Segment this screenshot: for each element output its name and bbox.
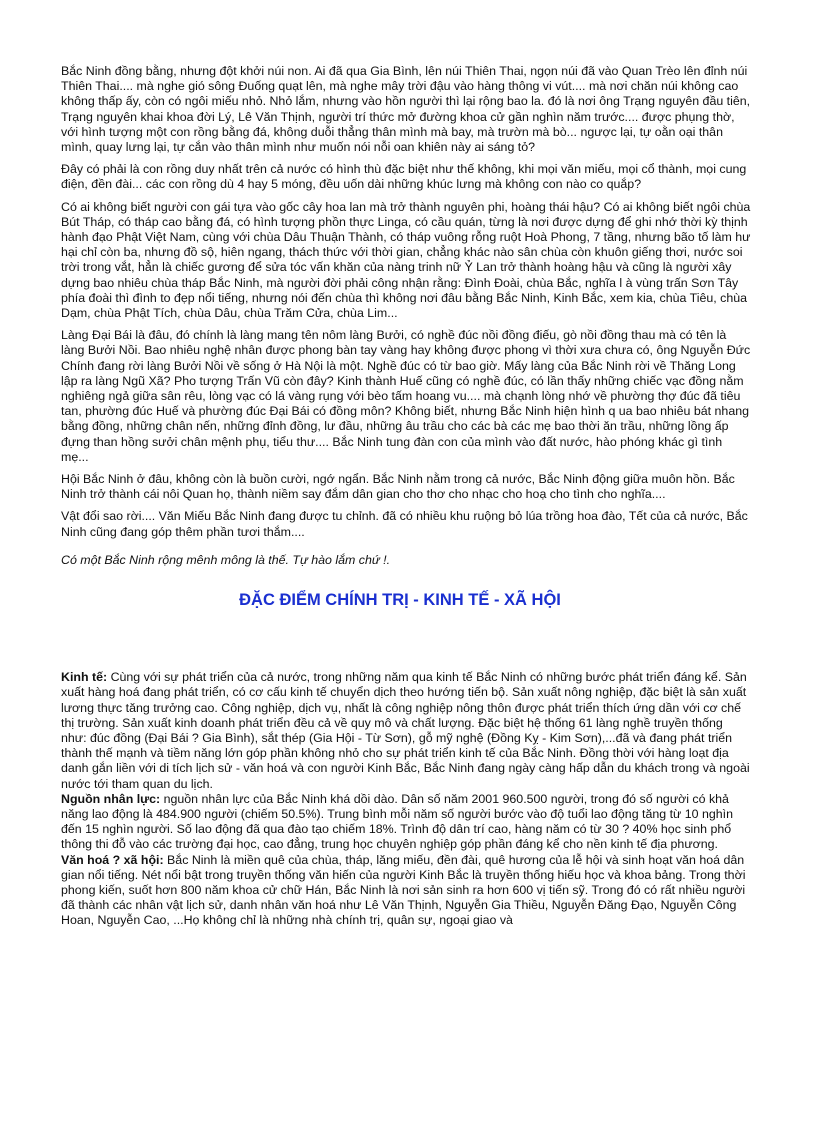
intro-paragraph-2: Đây có phải là con rồng duy nhất trên cả nước có hình thù đặc biệt như thế không, khi mọi văn miếu, mọi cổ thành, mọi cung điện, đền đài... các con rồng dù 4 hay 5 móng, đều uốn dài những khúc lưng mà không con nào co quắp? (61, 162, 747, 192)
intro-paragraph-1: Bắc Ninh đồng bằng, nhưng đột khởi núi non. Ai đã qua Gia Bình, lên núi Thiên Thai, ngọn núi đã vào Quan Trèo lên đỉnh núi Thiên Thai.... mà nghe gió sông Đuống quạt lên, mà nghe mây trời đậu vào hàng thông vi vút.... mà nơi chăn núi không cao không thấp ấy, còn có ngôi miếu nhỏ. Nhỏ lắm, nhưng vào hồn người thì lại rộng bao la. đó là nơi ông Trạng nguyên đầu tiên, Trạng nguyên khai khoa đời Lý, Lê Văn Thịnh, người trí thức mở đường khoa cử gần nghìn năm trước.... được phụng thờ, với hình tượng một con rồng bằng đá, không duỗi thẳng thân mình mà bay, mà trườn mà bò... ngược lại, tự oằn oại thân mình, quay lưng lại, tự cắn vào thân mình như muốn nói nỗi oan khiên này ai sáng tỏ? (61, 64, 751, 155)
section-text: Cùng với sự phát triển của cả nước, trong những năm qua kinh tế Bắc Ninh có những bước phát triển đáng kể. Sản xuất hàng hoá đang phát triển, có cơ cấu kinh tế chuyển dịch theo hướng tiến bộ. Sản xuất nông nghiệp, đặc biệt là sản xuất lương thực tăng trưởng cao. Công nghiệp, dịch vụ, nhất là công nghiệp nông thôn được phát triển thích ứng dần với cơ chế thị trường. Sản xuất kinh doanh phát triển đều cả về quy mô và chất lượng. Đặc biệt hệ thống 61 làng nghề truyền thống như: đúc đồng (Đại Bái ? Gia Bình), sắt thép (Gia Hội - Từ Sơn), gỗ mỹ nghệ (Đồng Kỵ - Kim Sơn),...đã và đang phát triển thành thế mạnh và tiềm năng lớn góp phần không nhỏ cho sự phát triển kinh tế của Bắc Ninh. Đồng thời với hàng loạt địa danh gắn liền với di tích lịch sử - văn hoá và con người Kinh Bắc, Bắc Ninh đang ngày càng hấp dẫn du khách trong và ngoài nước tới tham quan du lịch. (61, 670, 750, 791)
intro-paragraph-4: Làng Đại Bái là đâu, đó chính là làng mang tên nôm làng Bưởi, có nghề đúc nồi đồng điếu, gò nồi đồng thau mà có tên là làng Bưởi Nồi. Bao nhiêu nghệ nhân được phong bàn tay vàng hay không được phong vì thời xưa chưa có, ông Nguyễn Đức Chính đang rời làng Bưởi Nồi về sống ở Hà Nội là một. Nghề đúc có từ bao giờ. Mấy làng của Bắc Ninh rời về Thăng Long lập ra làng Ngũ Xã? Pho tượng Trấn Vũ còn đây? Kinh thành Huế cũng có nghề đúc, có lần thấy những chiếc vạc đồng nằm nghiêng ngả giữa sân rêu, lòng vạc có lá vàng rụng với bèo tấm hoang vu.... mà chạnh lòng nhớ về phường thợ đúc đã tiêu tan, phường đúc Huế và phường đúc Đại Bái có đồng môn? Không biết, nhưng Bắc Ninh hiện hình q ua bao nhiêu bát nhang bằng đồng, những chân nến, những đỉnh đồng, lư đầu, những âu trầu cho các bà các mẹ bao thời ăn trầu, những lồng ấp đựng than hồng sưởi chân mệnh phụ, tiểu thư.... Bắc Ninh tung đàn con của mình vào đất nước, hào phóng khác gì tình mẹ... (61, 328, 751, 464)
section-economy (61, 670, 751, 792)
section-culture-society (61, 853, 751, 929)
intro-paragraph-3: Có ai không biết người con gái tựa vào gốc cây hoa lan mà trở thành nguyên phi, hoàng thái hậu? Có ai không biết ngôi chùa Bút Tháp, có tháp cao bằng đá, có hình tượng phồn thực Linga, có cầu quán, từng là nơi được dựng để ghi nhớ thời kỳ thịnh hành đạo Phật Việt Nam, cùng với chùa Dâu Thuận Thành, có tháp vuông rỗng ruột Hoà Phong, 7 tầng, nhưng bão tố làm hư hại chỉ còn ba, nhưng đồ sộ, hiên ngang, thách thức với thời gian, chẳng khác nào sân chùa còn khuôn giếng thơi, nước soi trời trong vắt, hẳn là chiếc gương để sửa tóc vấn khăn của nàng trinh nữ Ỷ Lan trở thành hoàng hậu và cũng là người xây dựng bao nhiêu chùa tháp Bắc Ninh, mà người đời phải công nhận rằng: Đình Đoài, chùa Bắc, nghĩa l à vùng trấn Sơn Tây phía đoài thì đình to đẹp nổi tiếng, nhưng nói đến chùa thì không nơi đâu bằng Bắc Ninh, Kinh Bắc, xem kia, chùa Tiêu, chùa Dạm, chùa Phật Tích, chùa Dâu, chùa Trăm Cửa, chùa Lim... (61, 199, 751, 321)
intro-paragraph-6: Vật đổi sao rời.... Văn Miếu Bắc Ninh đang được tu chỉnh. đã có nhiều khu ruộng bỏ lúa trồng hoa đào, Tết của cả nước, Bắc Ninh cũng đang góp thêm phần tươi thắm.... (61, 509, 748, 539)
section-list (61, 670, 751, 928)
section-text: nguồn nhân lực của Bắc Ninh khá dồi dào. Dân số năm 2001 960.500 người, trong đó số người có khả năng lao động là 484.900 người (chiếm 50.5%). Trung bình mỗi năm số người bước vào độ tuổi lao động tăng từ 10 nghìn đến 15 nghìn người. Số lao động đã qua đào tạo chiếm 18%. Trình độ dân trí cao, hàng năm có từ 30 ? 40% học sinh phổ thông thi đỗ vào các trường đại học, cao đẳng, trung học chuyên nghiệp góp phần đáng kể cho nền kinh tế địa phương. (61, 791, 734, 852)
section-text: Bắc Ninh là miền quê của chùa, tháp, lăng miếu, đền đài, quê hương của lễ hội và sinh hoạt văn hoá dân gian nổi tiếng. Nét nổi bật trong truyền thống văn hiến của người Kinh Bắc là truyền thống hiếu học và khoa bảng. Trong thời phong kiến, suốt hơn 800 năm khoa cử chữ Hán, Bắc Ninh là nơi sản sinh ra hơn 600 vị tiến sỹ. Trong đó có rất nhiều người đã thành các nhân vật lịch sử, danh nhân văn hoá như Lê Văn Thịnh, Nguyễn Gia Thiều, Nguyễn Đăng Đạo, Nguyễn Công Hoan, Nguyễn Cao, ...Họ không chỉ là những nhà chính trị, quân sự, ngoại giao và (61, 852, 746, 928)
intro-paragraph-5: Hội Bắc Ninh ở đâu, không còn là buồn cười, ngớ ngẩn. Bắc Ninh nằm trong cả nước, Bắc Ninh động giữa muôn hồn. Bắc Ninh trở thành cái nôi Quan họ, thành niềm say đắm dân gian cho thơ cho nhạc cho hoạ cho tình cho nghĩa.... (61, 472, 735, 502)
section-term: Văn hoá ? xã hội: (61, 852, 164, 867)
closing-italic-line: Có một Bắc Ninh rộng mênh mông là thế. Tự hào lắm chứ !. (61, 552, 391, 567)
section-heading: ĐẶC ĐIỂM CHÍNH TRỊ - KINH TẾ - XÃ HỘI (239, 591, 561, 610)
section-term: Nguồn nhân lực: (61, 791, 161, 806)
section-human-resources (61, 792, 751, 853)
section-term: Kinh tế: (61, 670, 108, 685)
document-page (61, 64, 751, 929)
